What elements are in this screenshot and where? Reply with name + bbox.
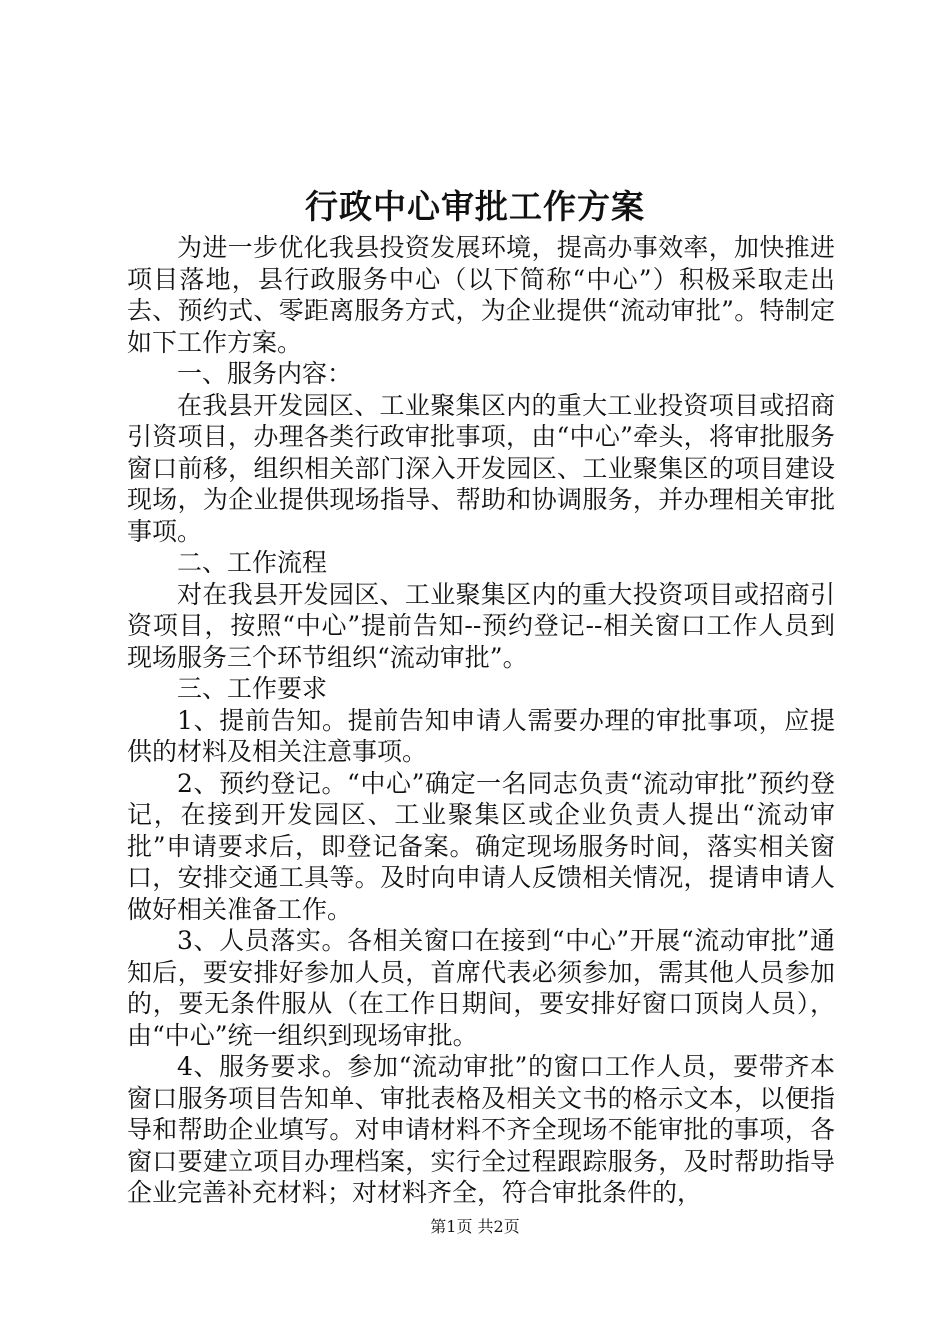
heading-service-content: 一、服务内容： [177, 359, 353, 388]
paragraph-service-content: 在我县开发园区、工业聚集区内的重大工业投资项目或招商引资项目，办理各类行政审批事项，由“中心”牵头，将审批服务窗口前移，组织相关部门深入开发园区、工业聚集区的项目建设现场，为企业提供现场指导、帮助和协调服务，并办理相关审批事项。 [127, 390, 835, 546]
document-body [127, 232, 835, 1209]
paragraph-workflow: 对在我县开发园区、工业聚集区内的重大投资项目或招商引资项目，按照“中心”提前告知--预约登记--相关窗口工作人员到现场服务三个环节组织“流动审批”。 [127, 579, 835, 672]
paragraph-requirement-2: 2、预约登记。“中心”确定一名同志负责“流动审批”预约登记，在接到开发园区、工业聚集区或企业负责人提出“流动审批”申请要求后，即登记备案。确定现场服务时间，落实相关窗口，安排交通工具等。及时向申请人反馈相关情况，提请申请人做好相关准备工作。 [127, 768, 835, 924]
paragraph-requirement-3: 3、人员落实。各相关窗口在接到“中心”开展“流动审批”通知后，要安排好参加人员，首席代表必须参加，需其他人员参加的，要无条件服从（在工作日期间，要安排好窗口顶岗人员），由“中心”统一组织到现场审批。 [127, 926, 835, 1050]
heading-workflow: 二、工作流程 [177, 548, 328, 577]
paragraph-requirement-1: 1、提前告知。提前告知申请人需要办理的审批事项，应提供的材料及相关注意事项。 [127, 705, 835, 766]
paragraph-intro: 为进一步优化我县投资发展环境，提高办事效率，加快推进项目落地，县行政服务中心（以下简称“中心”）积极采取走出去、预约式、零距离服务方式，为企业提供“流动审批”。特制定如下工作方案。 [127, 233, 835, 357]
heading-requirements: 三、工作要求 [177, 674, 328, 703]
page-number-footer: 第1页 共2页 [430, 1217, 520, 1236]
document-title: 行政中心审批工作方案 [305, 187, 645, 226]
paragraph-requirement-4: 4、服务要求。参加“流动审批”的窗口工作人员，要带齐本窗口服务项目告知单、审批表格及相关文书的格示文本，以便指导和帮助企业填写。对申请材料不齐全现场不能审批的事项，各窗口要建立项目办理档案，实行全过程跟踪服务，及时帮助指导企业完善补充材料；对材料齐全，符合审批条件的， [127, 1052, 835, 1207]
